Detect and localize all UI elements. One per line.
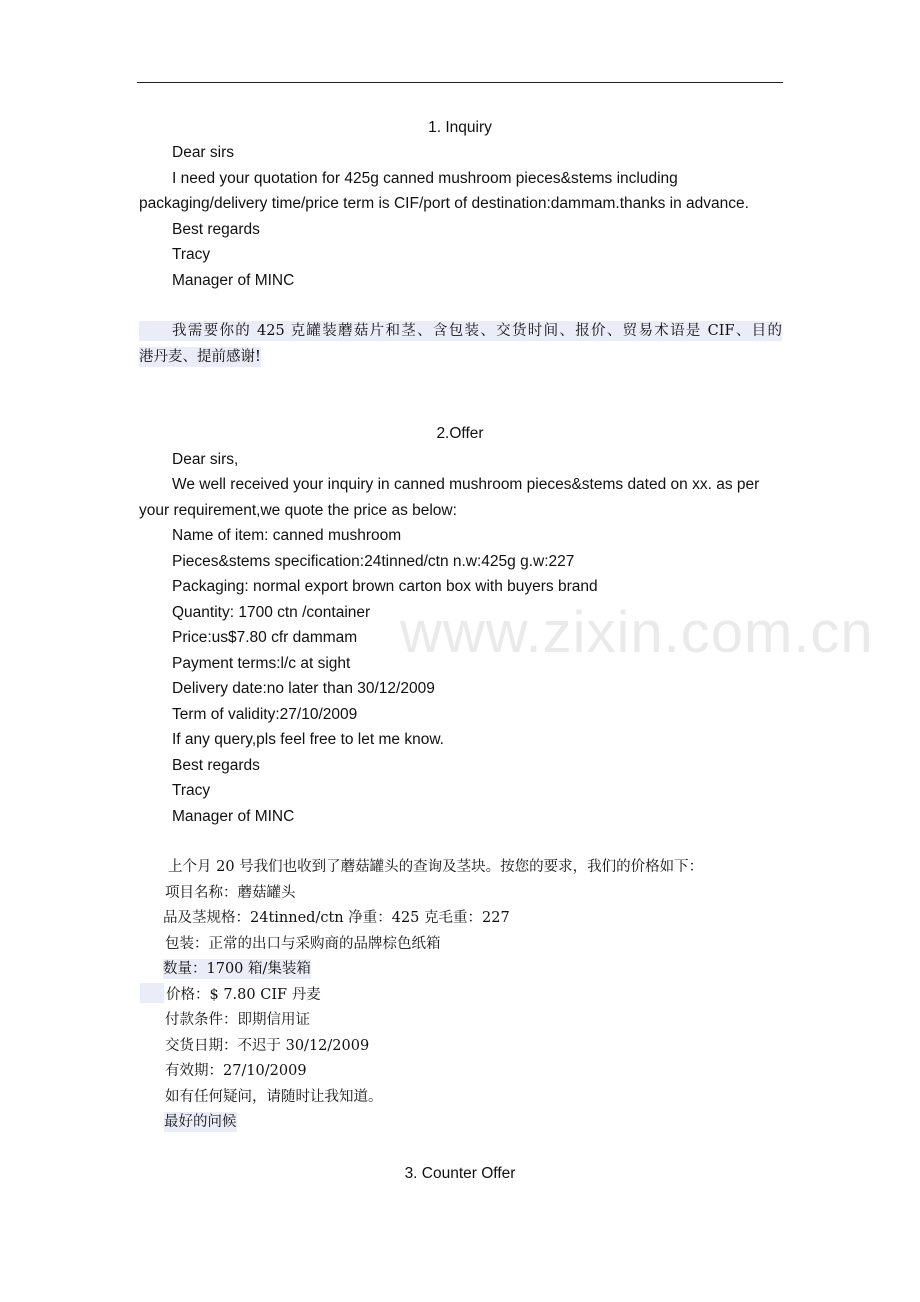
inquiry-translation-line-2: 港丹麦、提前感谢! bbox=[139, 349, 261, 365]
inquiry-body-line-2: packaging/delivery time/price term is CIF/port of destination:dammam.thanks in advance. bbox=[139, 195, 749, 212]
offer-translation-delivery-date: 交货日期：不迟于 30/12/2009 bbox=[165, 1038, 370, 1054]
offer-item-specification: Pieces&stems specification:24tinned/ctn n.w:425g g.w:227 bbox=[172, 553, 575, 570]
offer-translation-validity: 有效期：27/10/2009 bbox=[165, 1063, 307, 1079]
section-heading-counter-offer: 3. Counter Offer bbox=[404, 1165, 516, 1182]
offer-signature-title: Manager of MINC bbox=[172, 808, 295, 825]
inquiry-signature-title: Manager of MINC bbox=[172, 272, 295, 289]
offer-body-line-1: We well received your inquiry in canned mushroom pieces&stems dated on xx. as per bbox=[172, 476, 760, 493]
inquiry-signature-name: Tracy bbox=[172, 246, 211, 263]
offer-item-price: Price:us$7.80 cfr dammam bbox=[172, 629, 358, 646]
offer-item-validity: Term of validity:27/10/2009 bbox=[172, 706, 358, 723]
header-rule bbox=[137, 82, 783, 83]
offer-translation-query-note: 如有任何疑问，请随时让我知道。 bbox=[165, 1089, 383, 1105]
offer-translation-price: 价格：$ 7.80 CIF 丹麦 bbox=[166, 987, 321, 1003]
section-heading-inquiry: 1. Inquiry bbox=[428, 119, 492, 136]
offer-translation-intro: 上个月 20 号我们也收到了蘑菇罐头的查询及茎块。按您的要求，我们的价格如下： bbox=[168, 859, 704, 875]
section-heading-offer: 2.Offer bbox=[436, 425, 484, 442]
offer-closing: Best regards bbox=[172, 757, 260, 774]
offer-greeting: Dear sirs, bbox=[172, 451, 239, 468]
offer-body-line-2: your requirement,we quote the price as below: bbox=[139, 502, 457, 519]
highlight-mark bbox=[140, 983, 164, 1003]
offer-item-name: Name of item: canned mushroom bbox=[172, 527, 402, 544]
inquiry-body-line-1: I need your quotation for 425g canned mushroom pieces&stems including bbox=[172, 170, 678, 187]
offer-translation-quantity: 数量：1700 箱/集装箱 bbox=[163, 961, 311, 977]
offer-translation-closing: 最好的问候 bbox=[164, 1114, 237, 1130]
inquiry-translation-line-1: 我需要你的 425 克罐装蘑菇片和茎、含包装、交货时间、报价、贸易术语是 CIF、目的 bbox=[139, 321, 782, 341]
inquiry-closing: Best regards bbox=[172, 221, 260, 238]
offer-translation-payment-terms: 付款条件：即期信用证 bbox=[165, 1012, 310, 1028]
offer-translation-item-name: 项目名称：蘑菇罐头 bbox=[165, 885, 296, 901]
watermark: www.zixin.com.cn bbox=[400, 600, 874, 665]
offer-item-quantity: Quantity: 1700 ctn /container bbox=[172, 604, 371, 621]
offer-item-delivery-date: Delivery date:no later than 30/12/2009 bbox=[172, 680, 435, 697]
offer-translation-packaging: 包装：正常的出口与采购商的品牌棕色纸箱 bbox=[165, 936, 441, 952]
offer-signature-name: Tracy bbox=[172, 782, 211, 799]
offer-item-payment-terms: Payment terms:l/c at sight bbox=[172, 655, 351, 672]
inquiry-greeting: Dear sirs bbox=[172, 144, 235, 161]
offer-item-packaging: Packaging: normal export brown carton box with buyers brand bbox=[172, 578, 598, 595]
offer-item-query-note: If any query,pls feel free to let me know. bbox=[172, 731, 444, 748]
offer-translation-specification: 品及茎规格：24tinned/ctn 净重：425 克毛重：227 bbox=[163, 910, 510, 926]
